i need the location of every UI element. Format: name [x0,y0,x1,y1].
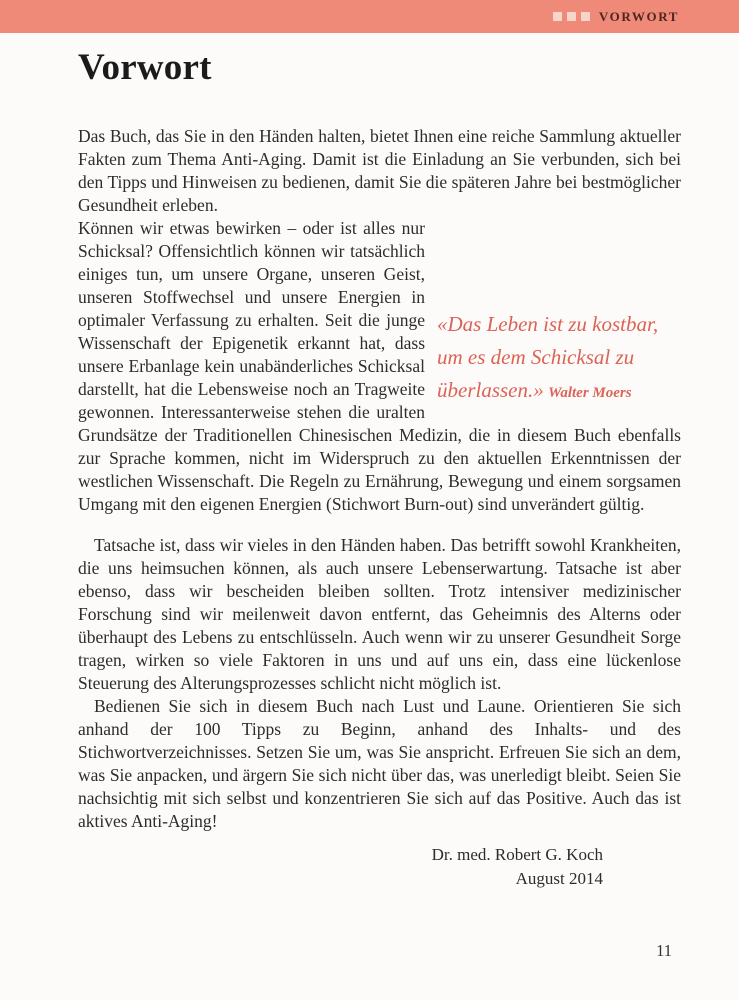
pull-quote-text: «Das Leben ist zu kostbar, um es dem Schicksal zu überlassen.» [437,312,659,402]
signature-name: Dr. med. Robert G. Koch [431,844,603,864]
square-icon [581,12,590,21]
pull-quote-attribution: Walter Moers [548,385,632,401]
paragraph-text: Tatsache ist, dass wir vieles in den Händen haben. Das betrifft sowohl Krankheiten, die uns heimsuchen können, als auch unsere Lebenserwartung. Tatsache ist aber ebenso, dass wir bescheiden bleiben sollten. Trotz intensiver medizinischer Forschung sind wir meilenweit davon entfernt, das Geheimnis des Alterns oder überhaupt des Lebens zu entschlüsseln. Auch wenn wir zu unserer Gesundheit Sorge tragen, wirken so viele Faktoren in uns und auf uns ein, dass eine lückenlose Steuerung des Alterungsprozesses schlicht nicht möglich ist. [78,534,681,693]
paragraph [78,125,681,217]
square-icon [567,12,576,21]
body-text [78,125,681,833]
signature-date: August 2014 [515,869,603,888]
chapter-header-label: VORWORT [598,8,679,24]
square-icon [553,12,562,21]
chapter-header-band [0,0,739,33]
pull-quote [435,286,681,417]
paragraph-text: Können wir etwas bewirken – oder ist alles nur Schicksal? Offensichtlich können wir tatsächlich einiges tun, um unsere Organe, unseren Geist, unseren Stoffwechsel und unsere Energien in optimaler Verfassung zu erhalten. Seit die junge Wissenschaft der Epigenetik erkannt hat, dass unsere Erbanlage kein unabänderliches Schicksal darstellt, hat die Lebensweise noch an Tragweite gewonnen. Interessanterweise stehen die uralten Grundsätze der Traditionellen Chinesischen Medizin, die in diesem Buch ebenfalls zur Sprache kommen, nicht im Widerspruch zu den aktuellen Erkenntnissen der westlichen Wissenschaft. Die Regeln zu Ernährung, Bewegung und einem sorgsamen Umgang mit den eigenen Energien (Stichwort Burn-out) sind unverändert gültig. [78,218,681,514]
page-title: Vorwort [78,47,212,88]
paragraph-text: Das Buch, das Sie in den Händen halten, bietet Ihnen eine reiche Sammlung aktueller Fakten zum Thema Anti-Aging. Damit ist die Einladung an Sie verbunden, sich bei den Tipps und Hinweisen zu bedienen, damit Sie die späteren Jahre bei bestmöglicher Gesundheit erleben. [78,126,681,215]
signature-block [78,843,681,892]
paragraph-text: Bedienen Sie sich in diesem Buch nach Lust und Laune. Orientieren Sie sich anhand der 100 Tipps zu Beginn, anhand des Inhalts- und des Stichwortverzeichnisses. Setzen Sie um, was Sie anspricht. Erfreuen Sie sich an dem, was Sie anpacken, und ärgern Sie sich nicht über das, was unerledigt bleibt. Seien Sie nachsichtig mit sich selbst und konzentrieren Sie sich auf das Positive. Auch das ist aktives Anti-Aging! [78,695,681,831]
paragraph [78,695,681,833]
paragraph [78,534,681,695]
page-number: 11 [656,941,672,960]
header-squares [553,12,590,21]
